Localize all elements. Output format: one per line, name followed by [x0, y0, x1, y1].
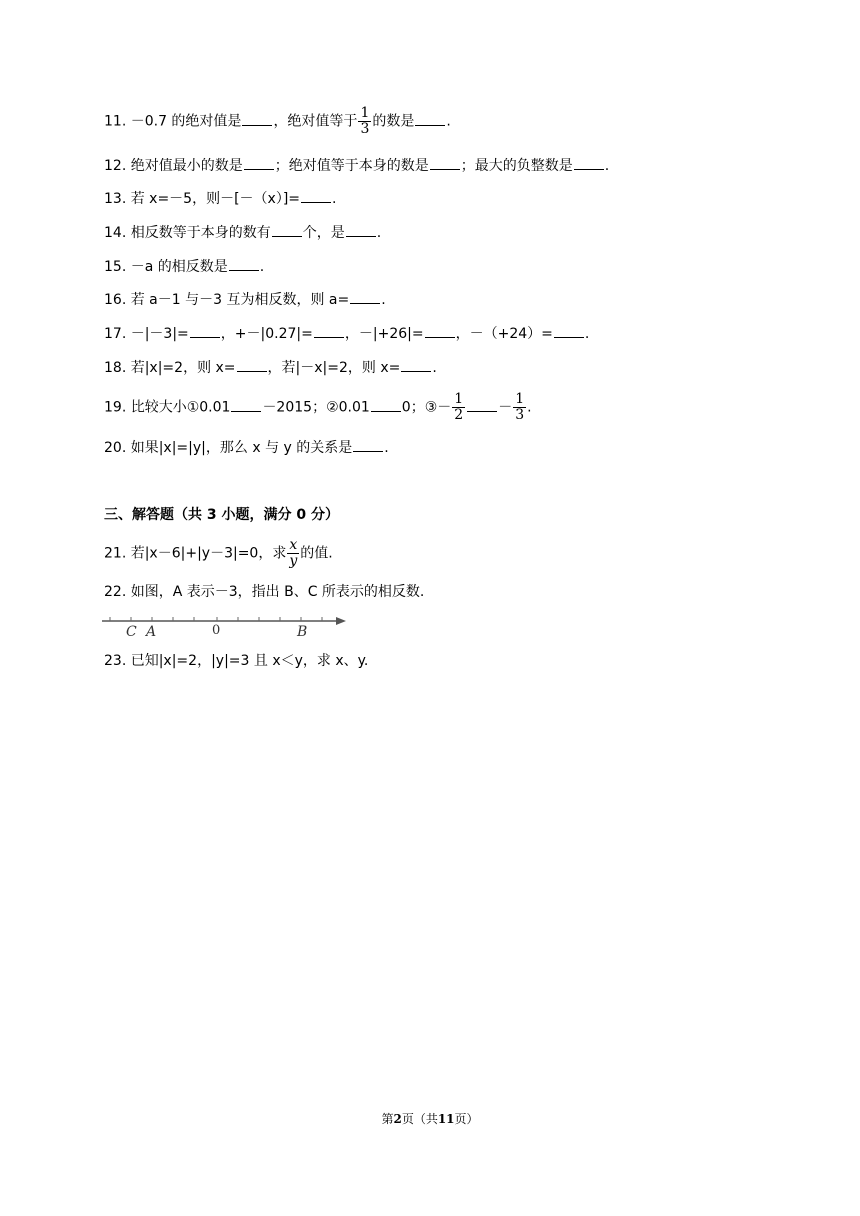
question-18: [104, 357, 437, 378]
fraction-denominator: 3: [515, 407, 525, 423]
q18-text-c: .: [432, 360, 437, 376]
q23-text-a: 23. 已知|x|=2，|y|=3 且 x＜y，求 x、y.: [104, 653, 369, 669]
question-14: [104, 222, 381, 243]
answer-blank[interactable]: [425, 323, 455, 338]
q20-text-a: 20. 如果|x|=|y|，那么 x 与 y 的关系是: [104, 440, 353, 456]
question-17: [104, 323, 589, 344]
q17-text-d: ，－（+24）=: [455, 326, 553, 342]
fraction-one-half: [452, 392, 465, 423]
q19-text-c: 0；③－: [401, 399, 452, 416]
q17-text-b: ，+－|0.27|=: [220, 326, 313, 342]
q13-text-a: 13. 若 x=－5，则－[－（x）]=: [104, 191, 301, 207]
answer-blank[interactable]: [190, 323, 220, 338]
question-21: [104, 538, 333, 569]
q15-text-a: 15. －a 的相反数是: [104, 259, 228, 275]
footer-prefix: 第: [381, 1112, 394, 1126]
q16-text-a: 16. 若 a－1 与－3 互为相反数，则 a=: [104, 292, 350, 308]
q17-text-a: 17. －|－3|=: [104, 326, 189, 342]
origin-label: 0: [212, 623, 221, 638]
current-page-number: 2: [393, 1112, 402, 1126]
answer-blank[interactable]: [350, 289, 380, 304]
question-19: [104, 392, 532, 423]
answer-blank[interactable]: [244, 155, 274, 170]
question-15: [104, 256, 264, 277]
answer-blank[interactable]: [301, 188, 331, 203]
page-footer: [0, 1111, 860, 1127]
q18-text-b: ，若|－x|=2，则 x=: [267, 360, 401, 376]
q16-text-b: .: [381, 292, 386, 308]
q12-text-a: 12. 绝对值最小的数是: [104, 158, 243, 174]
question-16: [104, 289, 386, 310]
fraction-denominator: y: [289, 553, 298, 569]
answer-blank[interactable]: [346, 222, 376, 237]
fraction-numerator: 1: [360, 105, 370, 121]
q19-text-f: .: [527, 399, 532, 416]
answer-blank[interactable]: [415, 111, 445, 126]
answer-blank[interactable]: [430, 155, 460, 170]
question-20: [104, 437, 389, 458]
answer-blank[interactable]: [231, 397, 261, 412]
question-23: [104, 651, 368, 671]
question-12: [104, 155, 609, 176]
answer-blank[interactable]: [229, 256, 259, 271]
q11-text-b: ，绝对值等于: [273, 113, 358, 130]
answer-blank[interactable]: [314, 323, 344, 338]
fraction-x-over-y: [287, 538, 299, 569]
q21-text-a: 21. 若|x－6|+|y－3|=0，求: [104, 545, 287, 562]
answer-blank[interactable]: [242, 111, 272, 126]
total-page-count: 11: [437, 1112, 455, 1126]
answer-blank[interactable]: [467, 397, 497, 412]
fraction-numerator: 1: [515, 391, 525, 407]
q19-text-e: －: [498, 399, 513, 416]
point-label-a: A: [146, 624, 157, 640]
footer-suffix: 页）: [454, 1112, 479, 1126]
section-heading: 三、解答题（共 3 小题，满分 0 分）: [104, 507, 339, 523]
q21-text-b: 的值.: [300, 545, 333, 562]
number-line-figure: [102, 612, 346, 640]
q13-text-b: .: [332, 191, 337, 207]
q17-text-e: .: [584, 326, 590, 342]
fraction-denominator: 3: [360, 121, 370, 137]
fraction-numerator: x: [289, 537, 298, 553]
q19-text-b: －2015；②0.01: [262, 399, 370, 416]
question-13: [104, 188, 336, 209]
answer-blank[interactable]: [574, 155, 604, 170]
q14-text-c: .: [376, 225, 382, 241]
q11-text-d: .: [446, 113, 451, 130]
q17-text-c: ，－|+26|=: [344, 326, 424, 342]
q12-text-d: .: [604, 158, 610, 174]
answer-blank[interactable]: [554, 323, 584, 338]
answer-blank[interactable]: [237, 357, 267, 372]
q18-text-a: 18. 若|x|=2，则 x=: [104, 360, 236, 376]
point-label-c: C: [126, 624, 137, 640]
q12-text-b: ；绝对值等于本身的数是: [274, 158, 429, 174]
fraction-numerator: 1: [454, 391, 464, 407]
q20-text-b: .: [384, 440, 389, 456]
answer-blank[interactable]: [272, 222, 302, 237]
q12-text-c: ；最大的负整数是: [460, 158, 573, 174]
q14-text-a: 14. 相反数等于本身的数有: [104, 225, 271, 241]
fraction-one-third: [513, 392, 526, 423]
q19-text-a: 19. 比较大小①0.01: [104, 399, 231, 416]
answer-blank[interactable]: [353, 437, 383, 452]
fraction-denominator: 2: [454, 407, 464, 423]
q15-text-b: .: [259, 259, 265, 275]
q14-text-b: 个，是: [302, 225, 345, 241]
question-22: [104, 582, 424, 602]
q11-text-c: 的数是: [372, 113, 415, 130]
q11-text-a: 11. －0.7 的绝对值是: [104, 113, 242, 130]
point-label-b: B: [297, 624, 308, 640]
number-line-axis: [102, 617, 346, 625]
footer-middle: 页（共: [401, 1112, 438, 1126]
question-11: [104, 106, 451, 137]
q22-text-a: 22. 如图，A 表示－3，指出 B、C 所表示的相反数.: [104, 584, 425, 600]
answer-blank[interactable]: [401, 357, 431, 372]
answer-blank[interactable]: [371, 397, 401, 412]
fraction-one-third: [358, 106, 371, 137]
